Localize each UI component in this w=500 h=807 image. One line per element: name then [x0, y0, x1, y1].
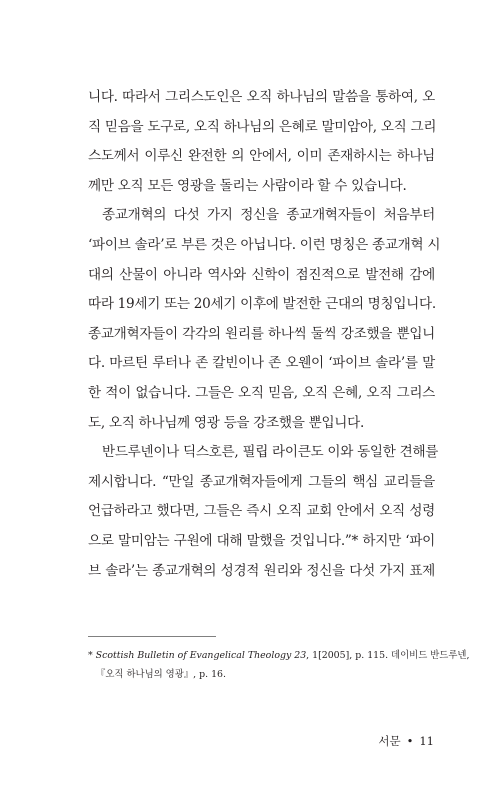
text-line: 브 솔라’는 종교개혁의 성경적 원리와 정신을 다섯 가지 표제	[88, 562, 435, 579]
text-line: 대의 산물이 아니라 역사와 신학이 점진적으로 발전해 감에	[88, 266, 435, 283]
body-text	[88, 83, 441, 586]
text-line: 도, 오직 하나님께 영광 등을 강조했을 뿐입니다.	[88, 414, 364, 431]
text-line: 종교개혁자들이 각각의 원리를 하나씩 둘씩 강조했을 뿐입니	[88, 325, 435, 342]
text-line: 께만 오직 모든 영광을 돌리는 사람이라 할 수 있습니다.	[88, 177, 407, 194]
text-line: 반드루넨이나 딕스호른, 필립 라이큰도 이와 동일한 견해를	[102, 444, 439, 461]
text-line: 니다. 따라서 그리스도인은 오직 하나님의 말씀을 통하여, 오	[88, 89, 435, 105]
text-line: 언급하라고 했다면, 그들은 즉시 오직 교회 안에서 오직 성령	[88, 503, 435, 520]
page-footer	[378, 733, 434, 749]
footnote-line-2: 『오직 하나님의 영광』, p. 16.	[96, 669, 226, 680]
footnote-journal-title: Scottish Bulletin of Evangelical Theology 23	[95, 650, 307, 661]
folio-separator: •	[406, 734, 414, 748]
text-line: 스도께서 이루신 완전한 의 안에서, 이미 존재하시는 하나님	[88, 148, 435, 165]
text-line: ‘파이브 솔라’로 부른 것은 아닙니다. 이런 명칭은 종교개혁 시	[88, 236, 441, 253]
section-name: 서문	[378, 734, 401, 748]
footnote	[88, 646, 470, 684]
footnote-divider	[88, 636, 216, 637]
text-line: 직 믿음을 도구로, 오직 하나님의 은혜로 말미암아, 오직 그리	[88, 118, 437, 135]
text-line: 다. 마르틴 루터나 존 칼빈이나 존 오웬이 ‘파이브 솔라’를 말	[88, 355, 435, 372]
text-line: 제시합니다. “만일 종교개혁자들에게 그들의 핵심 교리들을	[88, 473, 435, 490]
footnote-marker: *	[88, 650, 93, 661]
text-line: 종교개혁의 다섯 가지 정신을 종교개혁자들이 처음부터	[102, 207, 435, 224]
text-line: 따라 19세기 또는 20세기 이후에 발전한 근대의 명칭입니다.	[88, 296, 436, 313]
footnote-line-1	[88, 646, 470, 665]
text-line: 으로 말미암는 구원에 대해 말했을 것입니다.”* 하지만 ‘파이	[88, 532, 435, 549]
footnote-citation: , 1[2005], p. 115. 데이비드 반드루넨,	[306, 650, 470, 661]
text-line: 한 적이 없습니다. 그들은 오직 믿음, 오직 은혜, 오직 그리스	[88, 384, 435, 401]
page-number: 11	[419, 734, 434, 748]
